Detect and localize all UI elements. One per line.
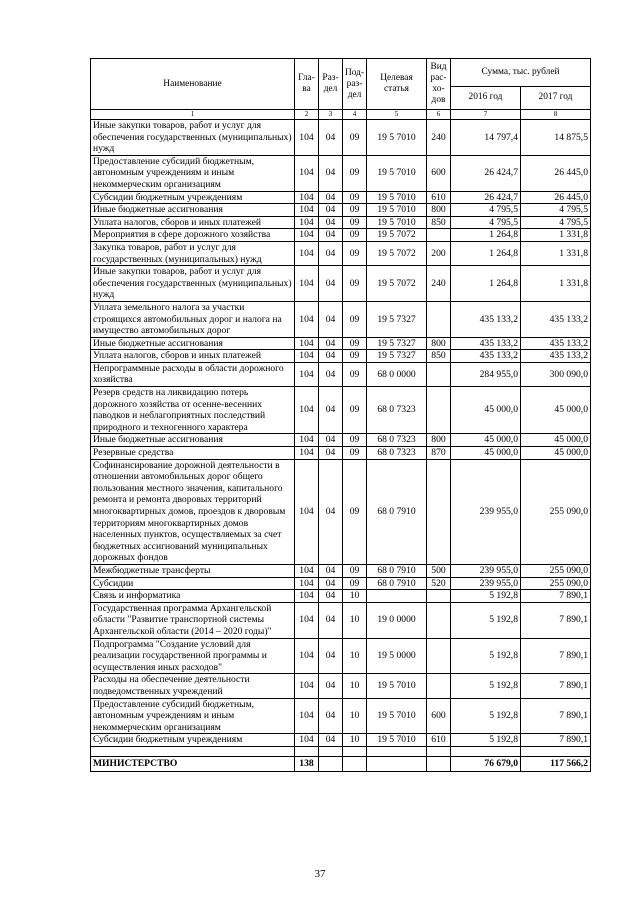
row-sum-2016: 284 955,0 <box>451 362 521 386</box>
row-sum-2016: 4 795,5 <box>451 216 521 229</box>
row-name: Непрограммные расходы в области дорожного хозяйства <box>91 362 295 386</box>
budget-table <box>90 58 591 772</box>
table-row <box>91 204 591 217</box>
row-chapter: 104 <box>295 434 319 447</box>
row-sum-2017: 45 000,0 <box>521 434 591 447</box>
row-chapter: 104 <box>295 350 319 363</box>
row-article: 19 5 7010 <box>367 155 427 191</box>
row-expense-type: 200 <box>427 241 451 265</box>
row-sum-2017: 300 090,0 <box>521 362 591 386</box>
row-sum-2016: 435 133,2 <box>451 337 521 350</box>
table-row <box>91 301 591 337</box>
row-article: 19 5 7010 <box>367 204 427 217</box>
table-row <box>91 674 591 698</box>
table-row <box>91 216 591 229</box>
row-expense-type <box>427 590 451 603</box>
table-row <box>91 387 591 434</box>
column-number: 6 <box>427 110 451 120</box>
row-name: Уплата налогов, сборов и иных платежей <box>91 216 295 229</box>
row-article: 19 5 7010 <box>367 216 427 229</box>
table-row <box>91 590 591 603</box>
row-sum-2017: 4 795,5 <box>521 216 591 229</box>
table-row <box>91 602 591 638</box>
row-sum-2016: 4 795,5 <box>451 204 521 217</box>
column-number: 8 <box>521 110 591 120</box>
row-sum-2017: 435 133,2 <box>521 337 591 350</box>
row-chapter: 104 <box>295 362 319 386</box>
row-section: 04 <box>319 241 343 265</box>
row-article: 68 0 7323 <box>367 434 427 447</box>
row-sum-2017: 7 890,1 <box>521 638 591 674</box>
row-article: 19 5 7010 <box>367 674 427 698</box>
row-section: 04 <box>319 266 343 302</box>
row-section: 04 <box>319 120 343 156</box>
row-section: 04 <box>319 387 343 434</box>
total-name: МИНИСТЕРСТВО <box>91 756 295 771</box>
row-expense-type: 600 <box>427 155 451 191</box>
row-chapter: 104 <box>295 698 319 734</box>
row-name: Уплата земельного налога за участки строящихся автомобильных дорог и налога на имущество автомобильных дорог <box>91 301 295 337</box>
row-expense-type <box>427 602 451 638</box>
header-section: Раз- дел <box>319 59 343 110</box>
row-article: 19 5 7327 <box>367 337 427 350</box>
row-subsection: 09 <box>343 447 367 460</box>
row-name: Предоставление субсидий бюджетным, автономным учреждениям и иным некоммерческим организациям <box>91 698 295 734</box>
row-chapter: 104 <box>295 602 319 638</box>
row-sum-2017: 435 133,2 <box>521 350 591 363</box>
table-row <box>91 350 591 363</box>
row-expense-type <box>427 674 451 698</box>
row-article: 19 5 7010 <box>367 120 427 156</box>
row-sum-2016: 26 424,7 <box>451 191 521 204</box>
header-sum: Сумма, тыс. рублей <box>451 59 591 87</box>
header-year-2017: 2017 год <box>521 86 591 109</box>
row-chapter: 104 <box>295 241 319 265</box>
row-expense-type <box>427 229 451 242</box>
header-chapter: Гла- ва <box>295 59 319 110</box>
row-section: 04 <box>319 602 343 638</box>
row-subsection: 10 <box>343 638 367 674</box>
row-article: 19 5 7010 <box>367 191 427 204</box>
row-sum-2017: 14 875,5 <box>521 120 591 156</box>
row-expense-type <box>427 362 451 386</box>
column-number: 3 <box>319 110 343 120</box>
table-header <box>91 59 591 110</box>
row-subsection: 10 <box>343 734 367 747</box>
row-chapter: 104 <box>295 638 319 674</box>
row-subsection: 09 <box>343 434 367 447</box>
row-sum-2016: 5 192,8 <box>451 674 521 698</box>
column-number: 4 <box>343 110 367 120</box>
row-subsection: 09 <box>343 229 367 242</box>
row-sum-2017: 7 890,1 <box>521 674 591 698</box>
row-sum-2017: 45 000,0 <box>521 447 591 460</box>
row-subsection: 09 <box>343 350 367 363</box>
row-name: Субсидии <box>91 577 295 590</box>
row-section: 04 <box>319 734 343 747</box>
header-subsection: Под- раз- дел <box>343 59 367 110</box>
row-subsection: 09 <box>343 120 367 156</box>
row-section: 04 <box>319 459 343 564</box>
row-chapter: 104 <box>295 266 319 302</box>
row-expense-type: 800 <box>427 337 451 350</box>
row-article: 19 5 7072 <box>367 229 427 242</box>
row-name: Государственная программа Архангельской области "Развитие транспортной системы Архангельской области (2014 – 2020 годы)" <box>91 602 295 638</box>
row-name: Предоставление субсидий бюджетным, автономным учреждениям и иным некоммерческим организациям <box>91 155 295 191</box>
row-section: 04 <box>319 191 343 204</box>
row-name: Иные бюджетные ассигнования <box>91 434 295 447</box>
row-sum-2016: 1 264,8 <box>451 266 521 302</box>
row-name: Межбюджетные трансферты <box>91 564 295 577</box>
row-chapter: 104 <box>295 564 319 577</box>
row-sum-2016: 26 424,7 <box>451 155 521 191</box>
table-body <box>91 110 591 747</box>
row-chapter: 104 <box>295 734 319 747</box>
table-row <box>91 638 591 674</box>
column-number-row <box>91 110 591 120</box>
row-chapter: 104 <box>295 155 319 191</box>
row-sum-2017: 435 133,2 <box>521 301 591 337</box>
row-section: 04 <box>319 638 343 674</box>
row-subsection: 09 <box>343 191 367 204</box>
row-name: Иные бюджетные ассигнования <box>91 337 295 350</box>
header-name: Наименование <box>91 59 295 110</box>
row-subsection: 09 <box>343 337 367 350</box>
table-row <box>91 266 591 302</box>
row-sum-2016: 5 192,8 <box>451 602 521 638</box>
row-section: 04 <box>319 674 343 698</box>
row-expense-type: 850 <box>427 216 451 229</box>
table-row <box>91 337 591 350</box>
row-sum-2017: 1 331,8 <box>521 241 591 265</box>
row-article: 19 5 0000 <box>367 638 427 674</box>
row-chapter: 104 <box>295 459 319 564</box>
row-chapter: 104 <box>295 216 319 229</box>
row-sum-2017: 255 090,0 <box>521 564 591 577</box>
row-subsection: 09 <box>343 459 367 564</box>
table-row <box>91 241 591 265</box>
row-subsection: 10 <box>343 674 367 698</box>
row-section: 04 <box>319 564 343 577</box>
row-chapter: 104 <box>295 120 319 156</box>
row-sum-2017: 7 890,1 <box>521 734 591 747</box>
row-article: 68 0 7323 <box>367 387 427 434</box>
table-row <box>91 362 591 386</box>
row-chapter: 104 <box>295 191 319 204</box>
row-chapter: 104 <box>295 447 319 460</box>
row-subsection: 10 <box>343 698 367 734</box>
row-sum-2016: 239 955,0 <box>451 564 521 577</box>
row-sum-2016: 45 000,0 <box>451 434 521 447</box>
row-chapter: 104 <box>295 674 319 698</box>
row-expense-type: 800 <box>427 434 451 447</box>
table-row <box>91 447 591 460</box>
row-expense-type: 870 <box>427 447 451 460</box>
row-sum-2016: 435 133,2 <box>451 350 521 363</box>
row-subsection: 09 <box>343 216 367 229</box>
column-number: 7 <box>451 110 521 120</box>
row-name: Софинансирование дорожной деятельности в отношении автомобильных дорог общего пользования местного значения, капитального ремонта и ремонта дворовых территорий многоквартирных домов, проездов к дворовым территориям многоквартирных домов населенных пунктов, осуществляемых за счет бюджетных ассигнований муниципальных дорожных фондов <box>91 459 295 564</box>
row-subsection: 09 <box>343 204 367 217</box>
row-sum-2016: 1 264,8 <box>451 229 521 242</box>
row-article: 19 0 0000 <box>367 602 427 638</box>
row-sum-2016: 45 000,0 <box>451 447 521 460</box>
row-article: 19 5 7010 <box>367 734 427 747</box>
total-2016: 76 679,0 <box>451 756 521 771</box>
row-section: 04 <box>319 301 343 337</box>
row-section: 04 <box>319 350 343 363</box>
row-sum-2016: 1 264,8 <box>451 241 521 265</box>
row-name: Мероприятия в сфере дорожного хозяйства <box>91 229 295 242</box>
row-expense-type: 520 <box>427 577 451 590</box>
row-article: 19 5 7072 <box>367 241 427 265</box>
row-sum-2017: 7 890,1 <box>521 602 591 638</box>
total-row <box>91 756 591 771</box>
row-section: 04 <box>319 337 343 350</box>
row-expense-type: 500 <box>427 564 451 577</box>
column-number: 1 <box>91 110 295 120</box>
table-row <box>91 229 591 242</box>
header-year-2016: 2016 год <box>451 86 521 109</box>
row-subsection: 09 <box>343 564 367 577</box>
row-section: 04 <box>319 155 343 191</box>
row-subsection: 09 <box>343 266 367 302</box>
row-article: 68 0 7910 <box>367 564 427 577</box>
row-section: 04 <box>319 216 343 229</box>
column-number: 5 <box>367 110 427 120</box>
table-row <box>91 120 591 156</box>
row-subsection: 10 <box>343 602 367 638</box>
row-sum-2016: 5 192,8 <box>451 638 521 674</box>
row-expense-type <box>427 638 451 674</box>
row-expense-type: 800 <box>427 204 451 217</box>
table-row <box>91 577 591 590</box>
table-row <box>91 459 591 564</box>
total-chapter: 138 <box>295 756 319 771</box>
row-chapter: 104 <box>295 590 319 603</box>
row-name: Связь и информатика <box>91 590 295 603</box>
row-sum-2016: 5 192,8 <box>451 590 521 603</box>
row-expense-type: 240 <box>427 120 451 156</box>
row-sum-2017: 26 445,0 <box>521 155 591 191</box>
row-subsection: 09 <box>343 155 367 191</box>
row-expense-type: 610 <box>427 191 451 204</box>
row-subsection: 09 <box>343 241 367 265</box>
row-article: 19 5 7327 <box>367 350 427 363</box>
spacer-row <box>91 746 591 756</box>
row-section: 04 <box>319 698 343 734</box>
row-article: 19 5 7010 <box>367 698 427 734</box>
table-row <box>91 734 591 747</box>
row-expense-type <box>427 387 451 434</box>
row-article: 68 0 7910 <box>367 577 427 590</box>
row-sum-2017: 1 331,8 <box>521 266 591 302</box>
row-chapter: 104 <box>295 301 319 337</box>
row-article <box>367 590 427 603</box>
row-sum-2017: 255 090,0 <box>521 577 591 590</box>
row-article: 19 5 7072 <box>367 266 427 302</box>
row-sum-2016: 239 955,0 <box>451 459 521 564</box>
table-footer <box>91 746 591 771</box>
table-row <box>91 191 591 204</box>
row-sum-2017: 4 795,5 <box>521 204 591 217</box>
row-name: Уплата налогов, сборов и иных платежей <box>91 350 295 363</box>
row-chapter: 104 <box>295 229 319 242</box>
column-number: 2 <box>295 110 319 120</box>
row-chapter: 104 <box>295 387 319 434</box>
row-subsection: 09 <box>343 362 367 386</box>
row-sum-2017: 45 000,0 <box>521 387 591 434</box>
row-sum-2017: 26 445,0 <box>521 191 591 204</box>
table-row <box>91 698 591 734</box>
row-name: Резервные средства <box>91 447 295 460</box>
header-expense-type: Вид рас- хо- дов <box>427 59 451 110</box>
page-number: 37 <box>314 868 326 880</box>
row-name: Подпрограмма "Создание условий для реализации государственной программы и осуществления иных расходов" <box>91 638 295 674</box>
row-expense-type: 610 <box>427 734 451 747</box>
row-name: Иные бюджетные ассигнования <box>91 204 295 217</box>
row-sum-2016: 435 133,2 <box>451 301 521 337</box>
row-sum-2016: 45 000,0 <box>451 387 521 434</box>
row-expense-type: 240 <box>427 266 451 302</box>
row-expense-type: 600 <box>427 698 451 734</box>
row-chapter: 104 <box>295 204 319 217</box>
row-sum-2017: 255 090,0 <box>521 459 591 564</box>
row-sum-2017: 7 890,1 <box>521 698 591 734</box>
row-expense-type: 850 <box>427 350 451 363</box>
header-target-article: Целевая статья <box>367 59 427 110</box>
row-section: 04 <box>319 590 343 603</box>
row-subsection: 09 <box>343 577 367 590</box>
row-article: 68 0 7910 <box>367 459 427 564</box>
row-chapter: 104 <box>295 577 319 590</box>
row-sum-2017: 1 331,8 <box>521 229 591 242</box>
row-sum-2016: 14 797,4 <box>451 120 521 156</box>
row-name: Субсидии бюджетным учреждениям <box>91 191 295 204</box>
row-section: 04 <box>319 362 343 386</box>
row-article: 68 0 0000 <box>367 362 427 386</box>
row-expense-type <box>427 301 451 337</box>
table-row <box>91 564 591 577</box>
table-row <box>91 434 591 447</box>
row-sum-2016: 5 192,8 <box>451 698 521 734</box>
row-article: 19 5 7327 <box>367 301 427 337</box>
row-sum-2017: 7 890,1 <box>521 590 591 603</box>
row-chapter: 104 <box>295 337 319 350</box>
table-row <box>91 155 591 191</box>
row-name: Иные закупки товаров, работ и услуг для обеспечения государственных (муниципальных) нужд <box>91 120 295 156</box>
row-section: 04 <box>319 447 343 460</box>
row-name: Расходы на обеспечение деятельности подведомственных учреждений <box>91 674 295 698</box>
total-2017: 117 566,2 <box>521 756 591 771</box>
row-section: 04 <box>319 434 343 447</box>
row-section: 04 <box>319 577 343 590</box>
row-subsection: 09 <box>343 387 367 434</box>
row-section: 04 <box>319 229 343 242</box>
row-name: Резерв средств на ликвидацию потерь дорожного хозяйства от осенне-весенних паводков и неблагоприятных последствий природного и техногенного характера <box>91 387 295 434</box>
row-name: Иные закупки товаров, работ и услуг для обеспечения государственных (муниципальных) нужд <box>91 266 295 302</box>
row-sum-2016: 239 955,0 <box>451 577 521 590</box>
row-subsection: 09 <box>343 301 367 337</box>
row-sum-2016: 5 192,8 <box>451 734 521 747</box>
row-expense-type <box>427 459 451 564</box>
row-name: Закупка товаров, работ и услуг для государственных (муниципальных) нужд <box>91 241 295 265</box>
row-section: 04 <box>319 204 343 217</box>
row-subsection: 10 <box>343 590 367 603</box>
row-article: 68 0 7323 <box>367 447 427 460</box>
row-name: Субсидии бюджетным учреждениям <box>91 734 295 747</box>
